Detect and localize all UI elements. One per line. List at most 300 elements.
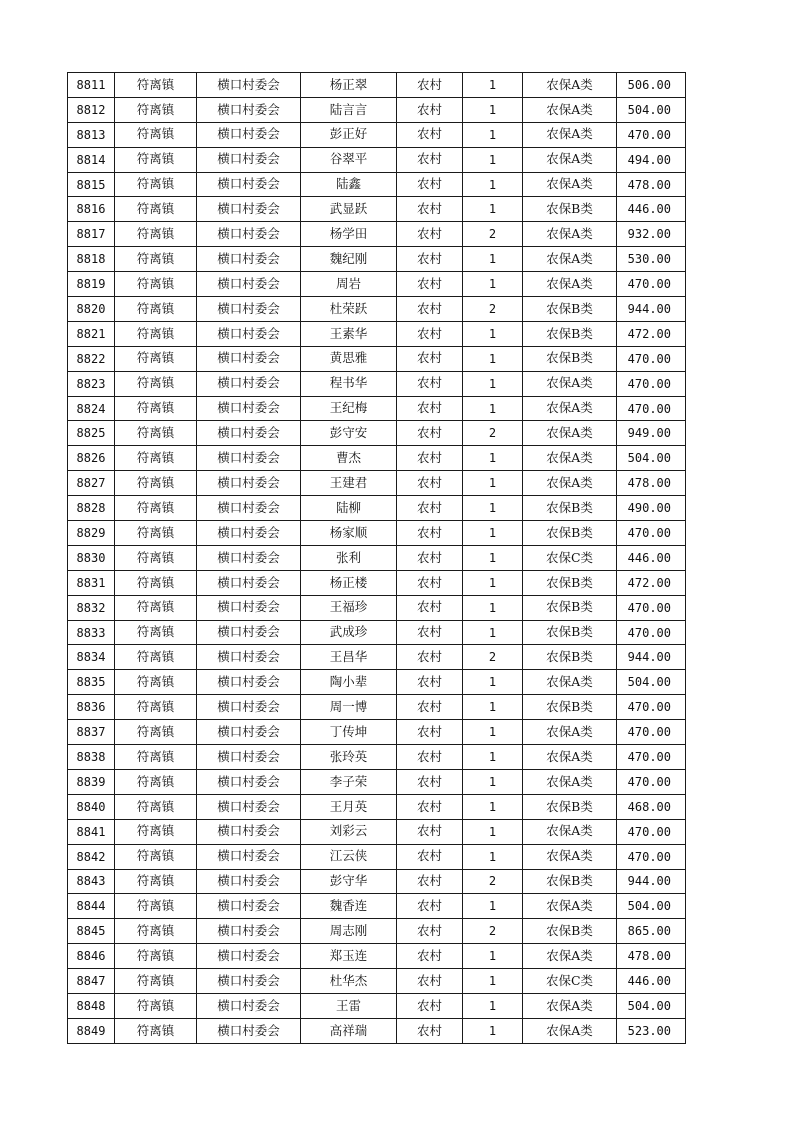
serial-cell: 8814 xyxy=(68,147,115,172)
serial-cell: 8818 xyxy=(68,247,115,272)
area-type-cell: 农村 xyxy=(397,620,463,645)
town-cell: 符离镇 xyxy=(115,446,197,471)
town-cell: 符离镇 xyxy=(115,272,197,297)
name-cell: 张利 xyxy=(301,545,397,570)
village-cell: 横口村委会 xyxy=(197,969,301,994)
area-type-cell: 农村 xyxy=(397,396,463,421)
category-cell: 农保A类 xyxy=(523,396,617,421)
name-cell: 陆言言 xyxy=(301,97,397,122)
household-count-cell: 1 xyxy=(463,247,523,272)
amount-cell: 865.00 xyxy=(617,919,686,944)
name-cell: 谷翠平 xyxy=(301,147,397,172)
table-row xyxy=(68,769,686,794)
area-type-cell: 农村 xyxy=(397,1018,463,1043)
name-cell: 王福珍 xyxy=(301,595,397,620)
table-row xyxy=(68,197,686,222)
amount-cell: 446.00 xyxy=(617,545,686,570)
amount-cell: 478.00 xyxy=(617,944,686,969)
town-cell: 符离镇 xyxy=(115,894,197,919)
amount-cell: 472.00 xyxy=(617,570,686,595)
name-cell: 周志刚 xyxy=(301,919,397,944)
amount-cell: 472.00 xyxy=(617,321,686,346)
village-cell: 横口村委会 xyxy=(197,471,301,496)
household-count-cell: 1 xyxy=(463,993,523,1018)
household-count-cell: 1 xyxy=(463,1018,523,1043)
household-count-cell: 1 xyxy=(463,471,523,496)
table-row xyxy=(68,545,686,570)
category-cell: 农保A类 xyxy=(523,769,617,794)
category-cell: 农保B类 xyxy=(523,794,617,819)
amount-cell: 478.00 xyxy=(617,471,686,496)
table-row xyxy=(68,297,686,322)
table-row xyxy=(68,247,686,272)
name-cell: 王昌华 xyxy=(301,645,397,670)
village-cell: 横口村委会 xyxy=(197,147,301,172)
amount-cell: 470.00 xyxy=(617,819,686,844)
area-type-cell: 农村 xyxy=(397,297,463,322)
serial-cell: 8847 xyxy=(68,969,115,994)
household-count-cell: 1 xyxy=(463,620,523,645)
area-type-cell: 农村 xyxy=(397,371,463,396)
category-cell: 农保A类 xyxy=(523,73,617,98)
serial-cell: 8849 xyxy=(68,1018,115,1043)
name-cell: 曹杰 xyxy=(301,446,397,471)
name-cell: 杜荣跃 xyxy=(301,297,397,322)
table-row xyxy=(68,1018,686,1043)
area-type-cell: 农村 xyxy=(397,720,463,745)
amount-cell: 470.00 xyxy=(617,346,686,371)
serial-cell: 8813 xyxy=(68,122,115,147)
table-row xyxy=(68,272,686,297)
serial-cell: 8834 xyxy=(68,645,115,670)
category-cell: 农保B类 xyxy=(523,919,617,944)
category-cell: 农保A类 xyxy=(523,446,617,471)
area-type-cell: 农村 xyxy=(397,844,463,869)
area-type-cell: 农村 xyxy=(397,97,463,122)
table-row xyxy=(68,73,686,98)
area-type-cell: 农村 xyxy=(397,147,463,172)
category-cell: 农保A类 xyxy=(523,944,617,969)
category-cell: 农保B类 xyxy=(523,496,617,521)
table-row xyxy=(68,595,686,620)
name-cell: 杨正楼 xyxy=(301,570,397,595)
town-cell: 符离镇 xyxy=(115,844,197,869)
category-cell: 农保A类 xyxy=(523,147,617,172)
table-row xyxy=(68,496,686,521)
amount-cell: 523.00 xyxy=(617,1018,686,1043)
serial-cell: 8844 xyxy=(68,894,115,919)
serial-cell: 8820 xyxy=(68,297,115,322)
area-type-cell: 农村 xyxy=(397,869,463,894)
amount-cell: 490.00 xyxy=(617,496,686,521)
serial-cell: 8812 xyxy=(68,97,115,122)
town-cell: 符离镇 xyxy=(115,222,197,247)
area-type-cell: 农村 xyxy=(397,197,463,222)
name-cell: 彭守安 xyxy=(301,421,397,446)
serial-cell: 8841 xyxy=(68,819,115,844)
name-cell: 郑玉连 xyxy=(301,944,397,969)
town-cell: 符离镇 xyxy=(115,695,197,720)
serial-cell: 8845 xyxy=(68,919,115,944)
serial-cell: 8816 xyxy=(68,197,115,222)
town-cell: 符离镇 xyxy=(115,969,197,994)
table-row xyxy=(68,869,686,894)
amount-cell: 470.00 xyxy=(617,272,686,297)
village-cell: 横口村委会 xyxy=(197,172,301,197)
area-type-cell: 农村 xyxy=(397,521,463,546)
household-count-cell: 1 xyxy=(463,969,523,994)
household-count-cell: 1 xyxy=(463,396,523,421)
area-type-cell: 农村 xyxy=(397,819,463,844)
category-cell: 农保B类 xyxy=(523,645,617,670)
category-cell: 农保B类 xyxy=(523,595,617,620)
household-count-cell: 1 xyxy=(463,670,523,695)
village-cell: 横口村委会 xyxy=(197,545,301,570)
serial-cell: 8827 xyxy=(68,471,115,496)
household-count-cell: 1 xyxy=(463,695,523,720)
town-cell: 符离镇 xyxy=(115,321,197,346)
name-cell: 杨学田 xyxy=(301,222,397,247)
town-cell: 符离镇 xyxy=(115,97,197,122)
serial-cell: 8842 xyxy=(68,844,115,869)
name-cell: 丁传坤 xyxy=(301,720,397,745)
table-row xyxy=(68,172,686,197)
table-row xyxy=(68,695,686,720)
category-cell: 农保B类 xyxy=(523,297,617,322)
name-cell: 王建君 xyxy=(301,471,397,496)
amount-cell: 470.00 xyxy=(617,371,686,396)
name-cell: 周岩 xyxy=(301,272,397,297)
town-cell: 符离镇 xyxy=(115,745,197,770)
amount-cell: 504.00 xyxy=(617,446,686,471)
village-cell: 横口村委会 xyxy=(197,919,301,944)
village-cell: 横口村委会 xyxy=(197,222,301,247)
town-cell: 符离镇 xyxy=(115,197,197,222)
town-cell: 符离镇 xyxy=(115,919,197,944)
area-type-cell: 农村 xyxy=(397,769,463,794)
category-cell: 农保A类 xyxy=(523,222,617,247)
category-cell: 农保C类 xyxy=(523,545,617,570)
household-count-cell: 1 xyxy=(463,73,523,98)
household-count-cell: 2 xyxy=(463,645,523,670)
amount-cell: 949.00 xyxy=(617,421,686,446)
table-row xyxy=(68,471,686,496)
household-count-cell: 1 xyxy=(463,97,523,122)
area-type-cell: 农村 xyxy=(397,969,463,994)
village-cell: 横口村委会 xyxy=(197,521,301,546)
name-cell: 魏香连 xyxy=(301,894,397,919)
town-cell: 符离镇 xyxy=(115,147,197,172)
table-row xyxy=(68,222,686,247)
household-count-cell: 1 xyxy=(463,446,523,471)
area-type-cell: 农村 xyxy=(397,570,463,595)
category-cell: 农保A类 xyxy=(523,122,617,147)
amount-cell: 530.00 xyxy=(617,247,686,272)
category-cell: 农保A类 xyxy=(523,471,617,496)
amount-cell: 478.00 xyxy=(617,172,686,197)
amount-cell: 468.00 xyxy=(617,794,686,819)
household-count-cell: 1 xyxy=(463,894,523,919)
name-cell: 彭守华 xyxy=(301,869,397,894)
area-type-cell: 农村 xyxy=(397,122,463,147)
town-cell: 符离镇 xyxy=(115,1018,197,1043)
village-cell: 横口村委会 xyxy=(197,122,301,147)
category-cell: 农保B类 xyxy=(523,570,617,595)
amount-cell: 470.00 xyxy=(617,122,686,147)
table-row xyxy=(68,371,686,396)
area-type-cell: 农村 xyxy=(397,496,463,521)
household-count-cell: 1 xyxy=(463,769,523,794)
town-cell: 符离镇 xyxy=(115,819,197,844)
village-cell: 横口村委会 xyxy=(197,197,301,222)
serial-cell: 8831 xyxy=(68,570,115,595)
town-cell: 符离镇 xyxy=(115,869,197,894)
table-row xyxy=(68,147,686,172)
village-cell: 横口村委会 xyxy=(197,421,301,446)
area-type-cell: 农村 xyxy=(397,247,463,272)
category-cell: 农保A类 xyxy=(523,844,617,869)
village-cell: 横口村委会 xyxy=(197,794,301,819)
area-type-cell: 农村 xyxy=(397,645,463,670)
name-cell: 张玲英 xyxy=(301,745,397,770)
serial-cell: 8838 xyxy=(68,745,115,770)
village-cell: 横口村委会 xyxy=(197,645,301,670)
name-cell: 王月英 xyxy=(301,794,397,819)
household-count-cell: 1 xyxy=(463,570,523,595)
serial-cell: 8824 xyxy=(68,396,115,421)
amount-cell: 470.00 xyxy=(617,769,686,794)
serial-cell: 8835 xyxy=(68,670,115,695)
name-cell: 武显跃 xyxy=(301,197,397,222)
serial-cell: 8829 xyxy=(68,521,115,546)
household-count-cell: 1 xyxy=(463,794,523,819)
village-cell: 横口村委会 xyxy=(197,844,301,869)
amount-cell: 470.00 xyxy=(617,844,686,869)
category-cell: 农保B类 xyxy=(523,869,617,894)
household-count-cell: 1 xyxy=(463,595,523,620)
amount-cell: 932.00 xyxy=(617,222,686,247)
household-count-cell: 1 xyxy=(463,545,523,570)
village-cell: 横口村委会 xyxy=(197,346,301,371)
table-row xyxy=(68,894,686,919)
household-count-cell: 1 xyxy=(463,197,523,222)
table-row xyxy=(68,819,686,844)
serial-cell: 8821 xyxy=(68,321,115,346)
amount-cell: 470.00 xyxy=(617,521,686,546)
village-cell: 横口村委会 xyxy=(197,769,301,794)
area-type-cell: 农村 xyxy=(397,346,463,371)
roster-body xyxy=(68,73,686,1044)
serial-cell: 8828 xyxy=(68,496,115,521)
name-cell: 高祥瑞 xyxy=(301,1018,397,1043)
amount-cell: 446.00 xyxy=(617,969,686,994)
category-cell: 农保B类 xyxy=(523,197,617,222)
name-cell: 程书华 xyxy=(301,371,397,396)
household-count-cell: 2 xyxy=(463,297,523,322)
village-cell: 横口村委会 xyxy=(197,396,301,421)
household-count-cell: 2 xyxy=(463,919,523,944)
town-cell: 符离镇 xyxy=(115,620,197,645)
amount-cell: 470.00 xyxy=(617,745,686,770)
town-cell: 符离镇 xyxy=(115,595,197,620)
category-cell: 农保B类 xyxy=(523,321,617,346)
town-cell: 符离镇 xyxy=(115,247,197,272)
village-cell: 横口村委会 xyxy=(197,620,301,645)
category-cell: 农保A类 xyxy=(523,720,617,745)
name-cell: 王素华 xyxy=(301,321,397,346)
town-cell: 符离镇 xyxy=(115,720,197,745)
table-row xyxy=(68,720,686,745)
name-cell: 武成珍 xyxy=(301,620,397,645)
town-cell: 符离镇 xyxy=(115,944,197,969)
area-type-cell: 农村 xyxy=(397,944,463,969)
table-row xyxy=(68,620,686,645)
area-type-cell: 农村 xyxy=(397,670,463,695)
table-row xyxy=(68,97,686,122)
household-count-cell: 2 xyxy=(463,222,523,247)
serial-cell: 8837 xyxy=(68,720,115,745)
area-type-cell: 农村 xyxy=(397,545,463,570)
household-count-cell: 1 xyxy=(463,844,523,869)
household-count-cell: 1 xyxy=(463,272,523,297)
category-cell: 农保A类 xyxy=(523,894,617,919)
name-cell: 陶小辈 xyxy=(301,670,397,695)
area-type-cell: 农村 xyxy=(397,745,463,770)
household-count-cell: 1 xyxy=(463,819,523,844)
town-cell: 符离镇 xyxy=(115,496,197,521)
table-row xyxy=(68,521,686,546)
category-cell: 农保A类 xyxy=(523,993,617,1018)
name-cell: 魏纪刚 xyxy=(301,247,397,272)
category-cell: 农保A类 xyxy=(523,819,617,844)
village-cell: 横口村委会 xyxy=(197,272,301,297)
serial-cell: 8826 xyxy=(68,446,115,471)
household-count-cell: 1 xyxy=(463,371,523,396)
amount-cell: 446.00 xyxy=(617,197,686,222)
household-count-cell: 2 xyxy=(463,869,523,894)
table-row xyxy=(68,446,686,471)
serial-cell: 8848 xyxy=(68,993,115,1018)
household-count-cell: 2 xyxy=(463,421,523,446)
area-type-cell: 农村 xyxy=(397,794,463,819)
town-cell: 符离镇 xyxy=(115,172,197,197)
amount-cell: 504.00 xyxy=(617,97,686,122)
village-cell: 横口村委会 xyxy=(197,570,301,595)
village-cell: 横口村委会 xyxy=(197,321,301,346)
category-cell: 农保A类 xyxy=(523,421,617,446)
household-count-cell: 1 xyxy=(463,521,523,546)
amount-cell: 494.00 xyxy=(617,147,686,172)
town-cell: 符离镇 xyxy=(115,993,197,1018)
category-cell: 农保A类 xyxy=(523,371,617,396)
table-row xyxy=(68,570,686,595)
table-row xyxy=(68,944,686,969)
village-cell: 横口村委会 xyxy=(197,297,301,322)
town-cell: 符离镇 xyxy=(115,371,197,396)
amount-cell: 506.00 xyxy=(617,73,686,98)
village-cell: 横口村委会 xyxy=(197,670,301,695)
area-type-cell: 农村 xyxy=(397,446,463,471)
village-cell: 横口村委会 xyxy=(197,496,301,521)
name-cell: 彭正好 xyxy=(301,122,397,147)
table-row xyxy=(68,321,686,346)
household-count-cell: 1 xyxy=(463,944,523,969)
name-cell: 陆柳 xyxy=(301,496,397,521)
table-row xyxy=(68,346,686,371)
amount-cell: 504.00 xyxy=(617,670,686,695)
name-cell: 周一博 xyxy=(301,695,397,720)
area-type-cell: 农村 xyxy=(397,993,463,1018)
town-cell: 符离镇 xyxy=(115,346,197,371)
town-cell: 符离镇 xyxy=(115,645,197,670)
serial-cell: 8839 xyxy=(68,769,115,794)
village-cell: 横口村委会 xyxy=(197,1018,301,1043)
household-count-cell: 1 xyxy=(463,321,523,346)
name-cell: 江云侠 xyxy=(301,844,397,869)
amount-cell: 504.00 xyxy=(617,894,686,919)
category-cell: 农保A类 xyxy=(523,670,617,695)
name-cell: 陆鑫 xyxy=(301,172,397,197)
area-type-cell: 农村 xyxy=(397,919,463,944)
serial-cell: 8819 xyxy=(68,272,115,297)
category-cell: 农保B类 xyxy=(523,620,617,645)
table-row xyxy=(68,794,686,819)
village-cell: 横口村委会 xyxy=(197,595,301,620)
amount-cell: 944.00 xyxy=(617,869,686,894)
amount-cell: 504.00 xyxy=(617,993,686,1018)
village-cell: 横口村委会 xyxy=(197,819,301,844)
area-type-cell: 农村 xyxy=(397,272,463,297)
category-cell: 农保B类 xyxy=(523,695,617,720)
table-row xyxy=(68,645,686,670)
village-cell: 横口村委会 xyxy=(197,720,301,745)
amount-cell: 470.00 xyxy=(617,396,686,421)
household-count-cell: 1 xyxy=(463,122,523,147)
village-cell: 横口村委会 xyxy=(197,894,301,919)
village-cell: 横口村委会 xyxy=(197,97,301,122)
name-cell: 王雷 xyxy=(301,993,397,1018)
town-cell: 符离镇 xyxy=(115,570,197,595)
household-count-cell: 1 xyxy=(463,745,523,770)
category-cell: 农保A类 xyxy=(523,247,617,272)
serial-cell: 8823 xyxy=(68,371,115,396)
name-cell: 王纪梅 xyxy=(301,396,397,421)
serial-cell: 8830 xyxy=(68,545,115,570)
name-cell: 黄思雅 xyxy=(301,346,397,371)
amount-cell: 944.00 xyxy=(617,645,686,670)
serial-cell: 8840 xyxy=(68,794,115,819)
serial-cell: 8846 xyxy=(68,944,115,969)
area-type-cell: 农村 xyxy=(397,471,463,496)
serial-cell: 8833 xyxy=(68,620,115,645)
area-type-cell: 农村 xyxy=(397,73,463,98)
serial-cell: 8825 xyxy=(68,421,115,446)
town-cell: 符离镇 xyxy=(115,545,197,570)
name-cell: 杨正翠 xyxy=(301,73,397,98)
amount-cell: 470.00 xyxy=(617,720,686,745)
town-cell: 符离镇 xyxy=(115,396,197,421)
amount-cell: 470.00 xyxy=(617,595,686,620)
name-cell: 刘彩云 xyxy=(301,819,397,844)
category-cell: 农保A类 xyxy=(523,172,617,197)
serial-cell: 8811 xyxy=(68,73,115,98)
serial-cell: 8817 xyxy=(68,222,115,247)
town-cell: 符离镇 xyxy=(115,670,197,695)
category-cell: 农保B类 xyxy=(523,346,617,371)
town-cell: 符离镇 xyxy=(115,297,197,322)
area-type-cell: 农村 xyxy=(397,321,463,346)
town-cell: 符离镇 xyxy=(115,73,197,98)
